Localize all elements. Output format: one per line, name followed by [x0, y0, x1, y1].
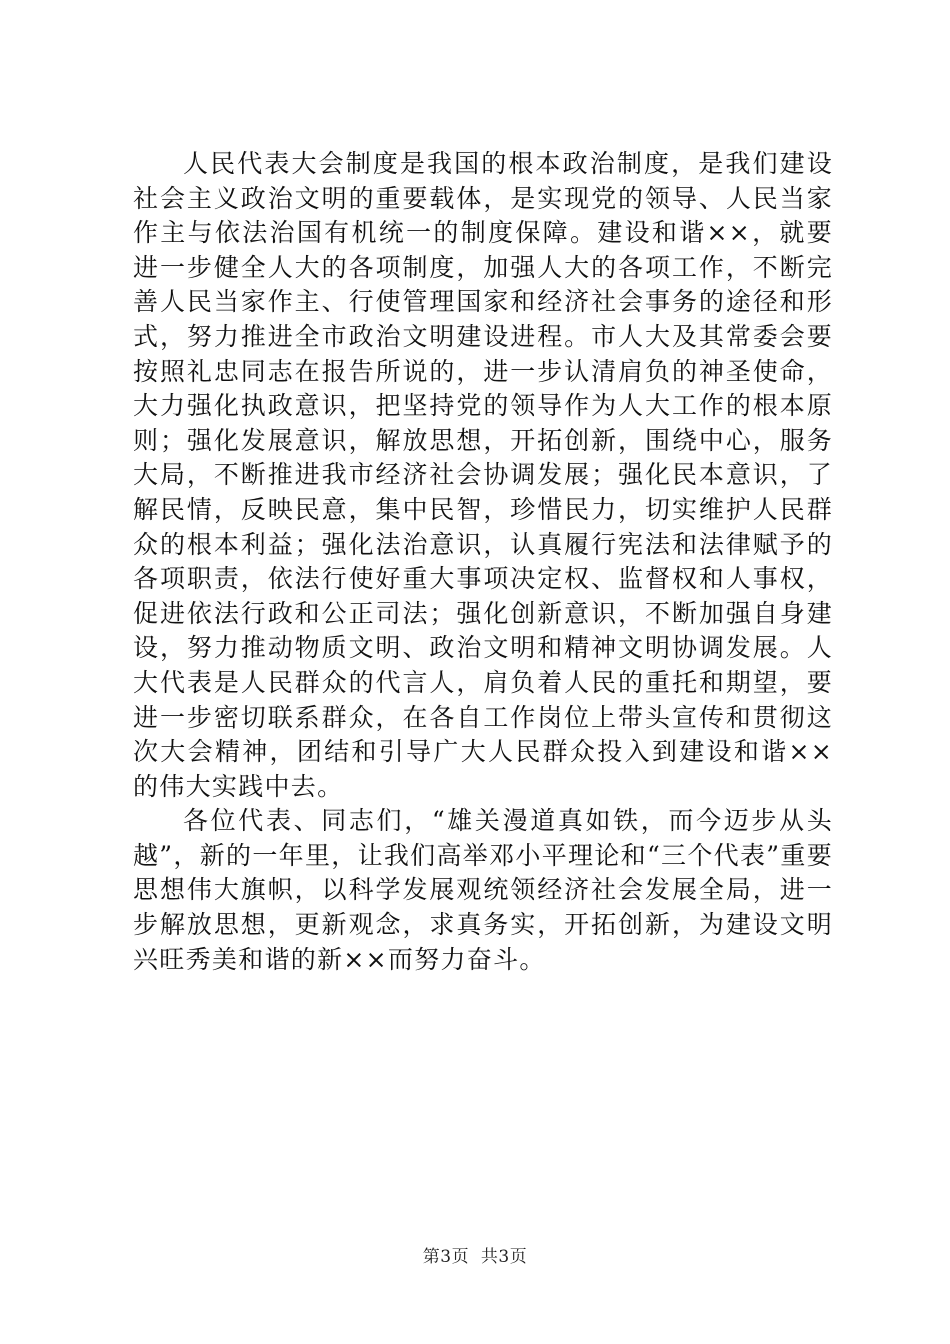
document-body	[133, 147, 833, 977]
paragraph-2: 各位代表、同志们，“雄关漫道真如铁，而今迈步从头越”，新的一年里，让我们高举邓小平理论和“三个代表”重要思想伟大旗帜，以科学发展观统领经济社会发展全局，进一步解放思想，更新观念，求真务实，开拓创新，为建设文明兴旺秀美和谐的新××而努力奋斗。	[133, 806, 833, 974]
page-number: 第3页 共3页	[422, 1247, 528, 1267]
paragraph-1: 人民代表大会制度是我国的根本政治制度，是我们建设社会主义政治文明的重要载体，是实现党的领导、人民当家作主与依法治国有机统一的制度保障。建设和谐××，就要进一步健全人大的各项制度，加强人大的各项工作，不断完善人民当家作主、行使管理国家和经济社会事务的途径和形式，努力推进全市政治文明建设进程。市人大及其常委会要按照礼忠同志在报告所说的，进一步认清肩负的神圣使命，大力强化执政意识，把坚持党的领导作为人大工作的根本原则；强化发展意识，解放思想，开拓创新，围绕中心，服务大局，不断推进我市经济社会协调发展；强化民本意识，了解民情，反映民意，集中民智，珍惜民力，切实维护人民群众的根本利益；强化法治意识，认真履行宪法和法律赋予的各项职责，依法行使好重大事项决定权、监督权和人事权，促进依法行政和公正司法；强化创新意识，不断加强自身建设，努力推动物质文明、政治文明和精神文明协调发展。人大代表是人民群众的代言人，肩负着人民的重托和期望，要进一步密切联系群众，在各自工作岗位上带头宣传和贯彻这次大会精神，团结和引导广大人民群众投入到建设和谐××的伟大实践中去。	[133, 149, 833, 801]
page-footer	[0, 1242, 950, 1267]
